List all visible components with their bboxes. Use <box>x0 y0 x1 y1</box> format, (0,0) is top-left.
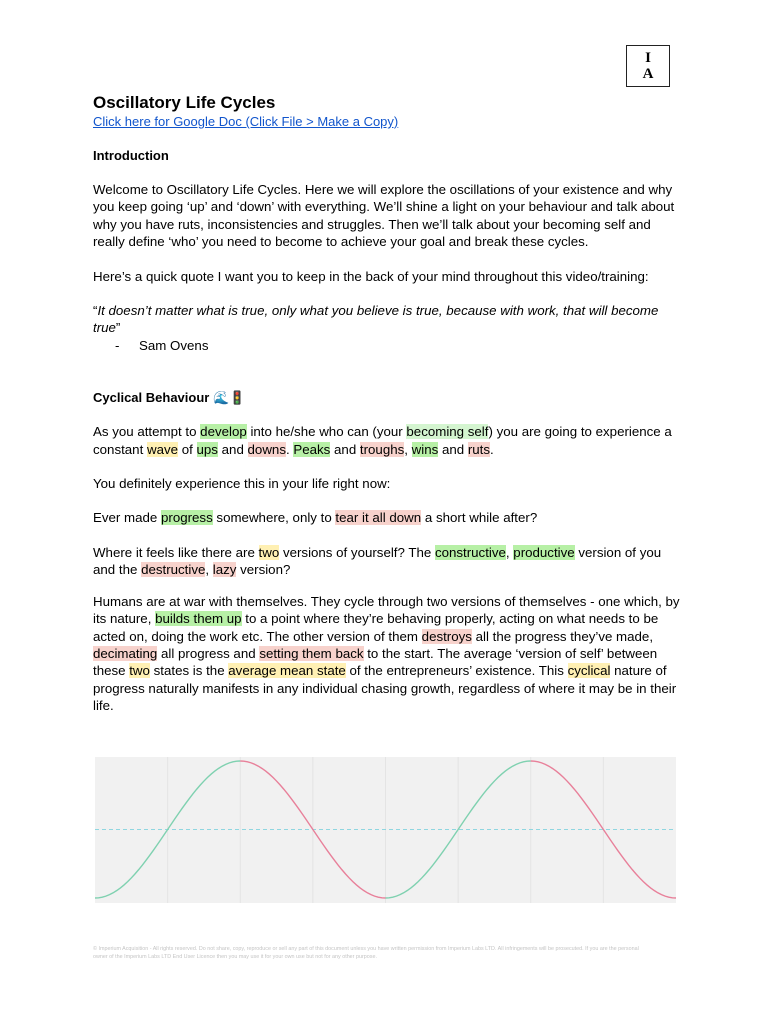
highlight-yellow: cyclical <box>567 663 611 679</box>
text: version? <box>236 562 291 578</box>
highlight-red: lazy <box>212 562 237 578</box>
cyclical-paragraph-3 <box>93 509 683 526</box>
text: to a point where they’re behaving properly, acting on what needs to be acted on, doing the work etc. The other version of them <box>93 611 659 644</box>
text: and <box>438 441 468 457</box>
highlight-red: decimating <box>93 645 158 661</box>
text: into he/she who can (your <box>246 424 407 440</box>
text: , <box>505 544 514 560</box>
text: of the entrepreneurs’ existence. This <box>345 663 568 679</box>
cyclical-paragraph-4 <box>93 544 683 579</box>
highlight-yellow: two <box>129 663 150 679</box>
text: . <box>490 441 494 457</box>
author-name: Sam Ovens <box>139 337 209 353</box>
text: somewhere, only to <box>212 510 336 526</box>
highlight-green: wins <box>411 441 439 457</box>
quote-author <box>93 337 683 354</box>
intro-heading: Introduction <box>93 148 169 163</box>
text: all progress and <box>157 645 260 661</box>
highlight-red: troughs <box>359 441 405 457</box>
text: . <box>285 441 294 457</box>
text: a short while after? <box>421 510 538 526</box>
highlight-green: Peaks <box>293 441 331 457</box>
highlight-yellow: average mean state <box>228 663 346 679</box>
quote-lead: Here’s a quick quote I want you to keep in the back of your mind throughout this video/training: <box>93 268 649 284</box>
text: Ever made <box>93 510 161 526</box>
highlight-red: ruts <box>467 441 491 457</box>
highlight-green: constructive <box>434 544 506 560</box>
text: , <box>404 441 412 457</box>
highlight-green: ups <box>196 441 218 457</box>
text: to the start. The average ‘version of self’ between these <box>93 645 658 679</box>
highlight-green: productive <box>513 544 575 560</box>
text: Where it feels like there are <box>93 544 259 560</box>
highlight-red: destructive <box>141 562 206 578</box>
oscillation-chart <box>95 757 676 903</box>
highlight-green: progress <box>161 510 213 526</box>
cyclical-paragraph-2: You definitely experience this in your life right now: <box>93 476 391 492</box>
cyclical-heading: Cyclical Behaviour 🌊🚦 <box>93 390 246 406</box>
copyright-footer: © Imperium Acquisition - All rights reserved. Do not share, copy, reproduce or sell any part of this document unless you have written permission from Imperium Labs LTD. All infringements will be prosecuted. If you are the personal owner of the Imperium Labs LTD End User Licence then you may use it for your own use but not for any other purpose. <box>93 946 639 960</box>
text: all the progress they’ve made, <box>471 628 654 644</box>
text: and <box>217 441 248 457</box>
highlight-red: setting them back <box>259 645 364 661</box>
text: states is the <box>149 663 229 679</box>
highlight-red: tear it all down <box>335 510 422 526</box>
highlight-red: destroys <box>421 628 472 644</box>
document-body <box>93 93 683 715</box>
text: versions of yourself? The <box>279 544 435 560</box>
text: nature of progress naturally manifests in any individual chasing growth, regardless of where it may be in their life. <box>93 663 677 714</box>
text: Humans are at war with themselves. They cycle through two versions of themselves - one which, by its nature, <box>93 593 680 627</box>
page-title: Oscillatory Life Cycles <box>93 93 276 112</box>
cyclical-paragraph-1 <box>93 423 683 458</box>
text: version of you and the <box>93 544 662 578</box>
intro-paragraph: Welcome to Oscillatory Life Cycles. Here we will explore the oscillations of your existence and why you keep going ‘up’ and ‘down’ with everything. We’ll shine a light on your behaviour and talk about why you have ruts, inconsistencies and struggles. Then we’ll talk about your becoming self and really define ‘who’ you need to become to achieve your goal and break these cycles. <box>93 182 675 250</box>
highlight-yellow: two <box>258 544 280 560</box>
quote-open: “ <box>93 303 98 319</box>
text: of <box>178 441 197 457</box>
highlight-red: downs <box>247 441 286 457</box>
quote-close: ” <box>115 320 121 336</box>
quote <box>93 302 683 337</box>
highlight-green: develop <box>200 424 247 440</box>
highlight-green: becoming self <box>406 424 489 440</box>
quote-text: It doesn’t matter what is true, only what you believe is true, because with work, that will become true <box>93 303 659 336</box>
highlight-yellow: wave <box>146 441 179 457</box>
text: and <box>330 441 360 457</box>
logo-line-2: A <box>642 66 654 82</box>
brand-logo <box>626 45 670 87</box>
text: , <box>205 562 213 578</box>
text: As you attempt to <box>93 424 201 440</box>
google-doc-link[interactable]: Click here for Google Doc (Click File > Make a Copy) <box>93 114 399 129</box>
logo-line-1: I <box>645 50 651 66</box>
highlight-green: builds them up <box>155 611 242 627</box>
author-dash: - <box>115 337 120 353</box>
cyclical-paragraph-5 <box>93 593 683 715</box>
oscillation-chart-svg <box>95 757 676 903</box>
text: ) you are going to experience a constant <box>93 424 672 457</box>
